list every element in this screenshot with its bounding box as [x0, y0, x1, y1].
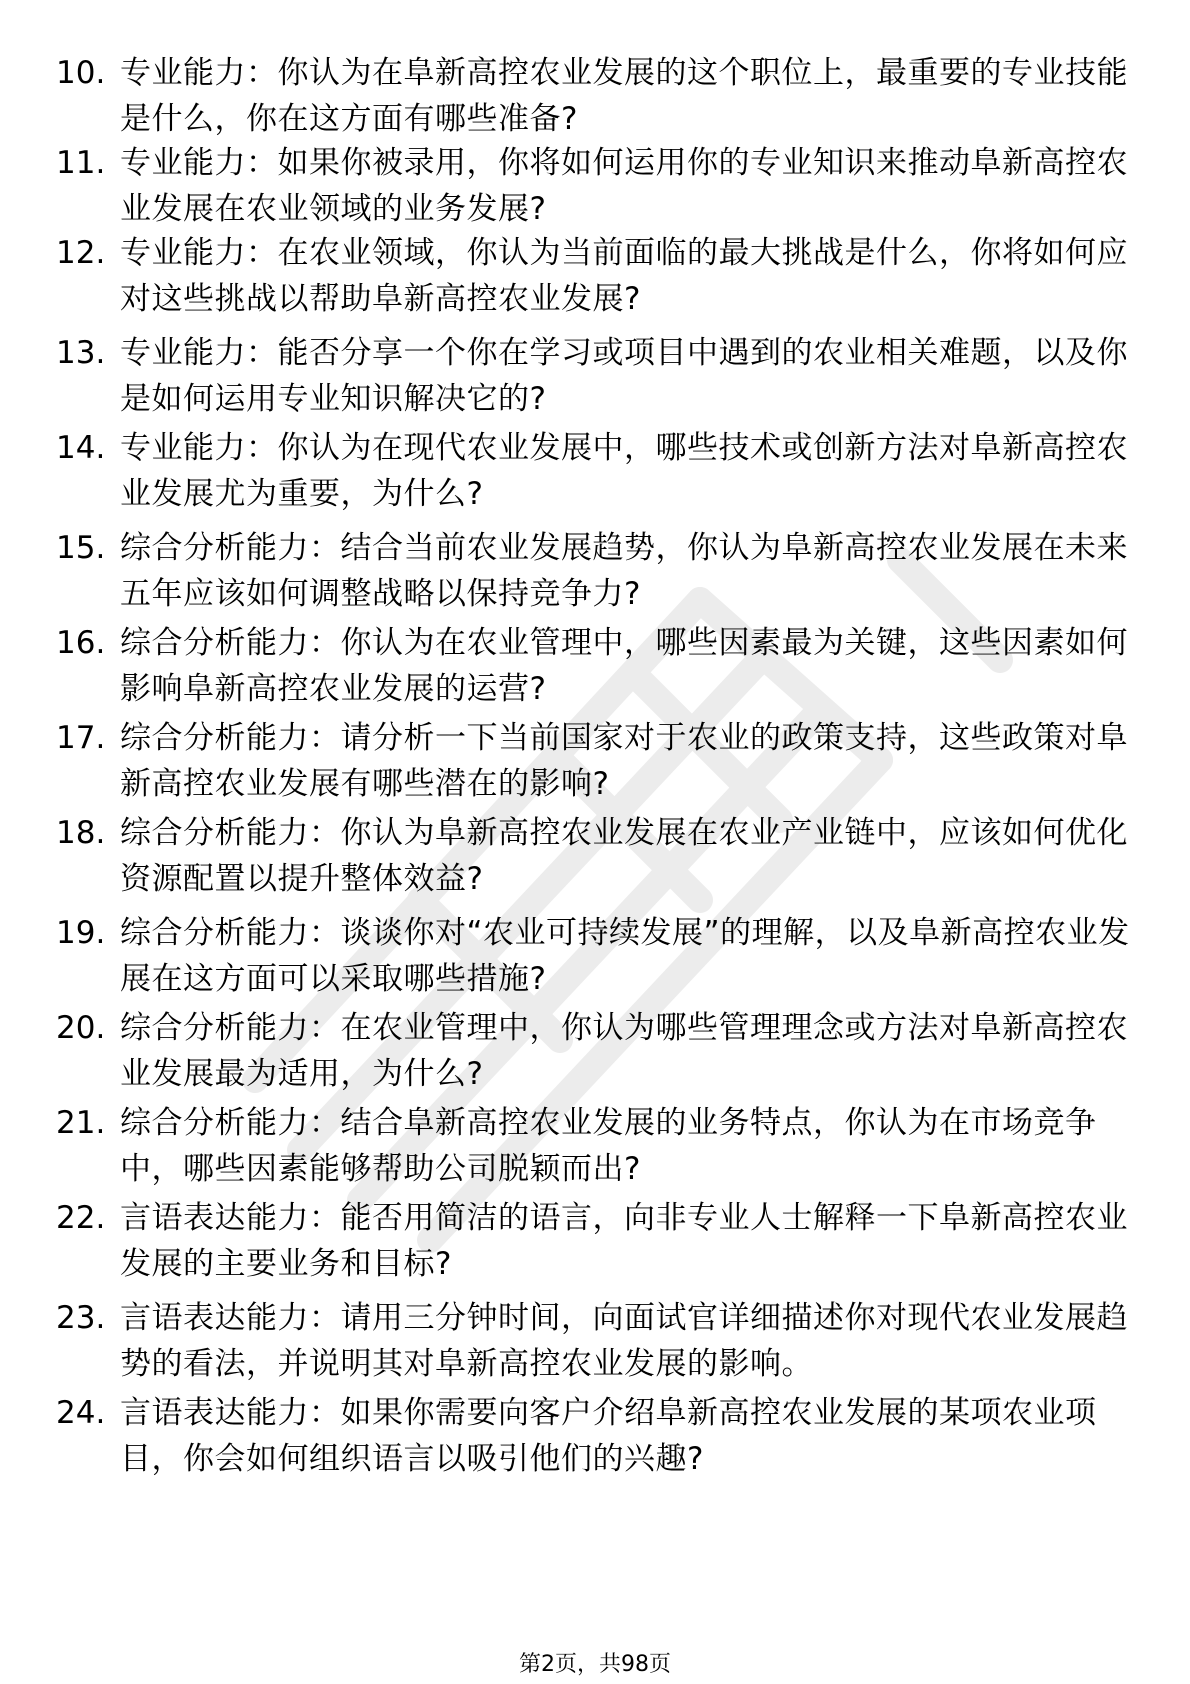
question-text: 言语表达能力：能否用简洁的语言，向非专业人士解释一下阜新高控农业发展的主要业务和目标?	[120, 1200, 1128, 1282]
question-text: 专业能力：你认为在现代农业发展中，哪些技术或创新方法对阜新高控农业发展尤为重要，为什么?	[120, 430, 1128, 512]
list-item	[0, 620, 1190, 710]
question-text: 专业能力：你认为在阜新高控农业发展的这个职位上，最重要的专业技能是什么，你在这方面有哪些准备?	[120, 55, 1128, 137]
question-text: 言语表达能力：如果你需要向客户介绍阜新高控农业发展的某项农业项目，你会如何组织语言以吸引他们的兴趣?	[120, 1395, 1097, 1477]
question-text: 综合分析能力：你认为阜新高控农业发展在农业产业链中，应该如何优化资源配置以提升整体效益?	[120, 815, 1128, 897]
list-item	[0, 525, 1190, 615]
question-number: 20.	[56, 1010, 106, 1046]
question-text: 综合分析能力：结合当前农业发展趋势，你认为阜新高控农业发展在未来五年应该如何调整战略以保持竞争力?	[120, 530, 1128, 612]
question-number: 10.	[56, 55, 106, 91]
list-item	[0, 715, 1190, 805]
list-item	[0, 1005, 1190, 1095]
question-number: 23.	[56, 1300, 106, 1336]
question-text: 专业能力：在农业领域，你认为当前面临的最大挑战是什么，你将如何应对这些挑战以帮助阜新高控农业发展?	[120, 235, 1128, 317]
list-item	[0, 910, 1190, 1000]
question-number: 12.	[56, 235, 106, 271]
list-item	[0, 1195, 1190, 1285]
list-item	[0, 140, 1190, 230]
question-text: 言语表达能力：请用三分钟时间，向面试官详细描述你对现代农业发展趋势的看法，并说明其对阜新高控农业发展的影响。	[120, 1300, 1128, 1382]
question-number: 22.	[56, 1200, 106, 1236]
list-item	[0, 330, 1190, 420]
question-text: 综合分析能力：请分析一下当前国家对于农业的政策支持，这些政策对阜新高控农业发展有哪些潜在的影响?	[120, 720, 1128, 802]
list-item	[0, 1390, 1190, 1480]
question-number: 14.	[56, 430, 106, 466]
question-text: 综合分析能力：结合阜新高控农业发展的业务特点，你认为在市场竞争中，哪些因素能够帮助公司脱颖而出?	[120, 1105, 1097, 1187]
question-number: 13.	[56, 335, 106, 371]
question-number: 17.	[56, 720, 106, 756]
question-text: 专业能力：能否分享一个你在学习或项目中遇到的农业相关难题，以及你是如何运用专业知识解决它的?	[120, 335, 1128, 417]
list-item	[0, 1295, 1190, 1385]
question-number: 16.	[56, 625, 106, 661]
list-item	[0, 810, 1190, 900]
list-item	[0, 230, 1190, 320]
question-text: 专业能力：如果你被录用，你将如何运用你的专业知识来推动阜新高控农业发展在农业领域的业务发展?	[120, 145, 1128, 227]
page-number: 第2页，共98页	[519, 1652, 671, 1677]
question-number: 21.	[56, 1105, 106, 1141]
question-text: 综合分析能力：你认为在农业管理中，哪些因素最为关键，这些因素如何影响阜新高控农业发展的运营?	[120, 625, 1128, 707]
list-item	[0, 50, 1190, 140]
question-number: 18.	[56, 815, 106, 851]
list-item	[0, 425, 1190, 515]
question-text: 综合分析能力：谈谈你对“农业可持续发展”的理解，以及阜新高控农业发展在这方面可以采取哪些措施?	[120, 915, 1130, 997]
question-number: 15.	[56, 530, 106, 566]
question-number: 19.	[56, 915, 106, 951]
question-number: 11.	[56, 145, 106, 181]
question-text: 综合分析能力：在农业管理中，你认为哪些管理理念或方法对阜新高控农业发展最为适用，为什么?	[120, 1010, 1128, 1092]
list-item	[0, 1100, 1190, 1190]
question-number: 24.	[56, 1395, 106, 1431]
